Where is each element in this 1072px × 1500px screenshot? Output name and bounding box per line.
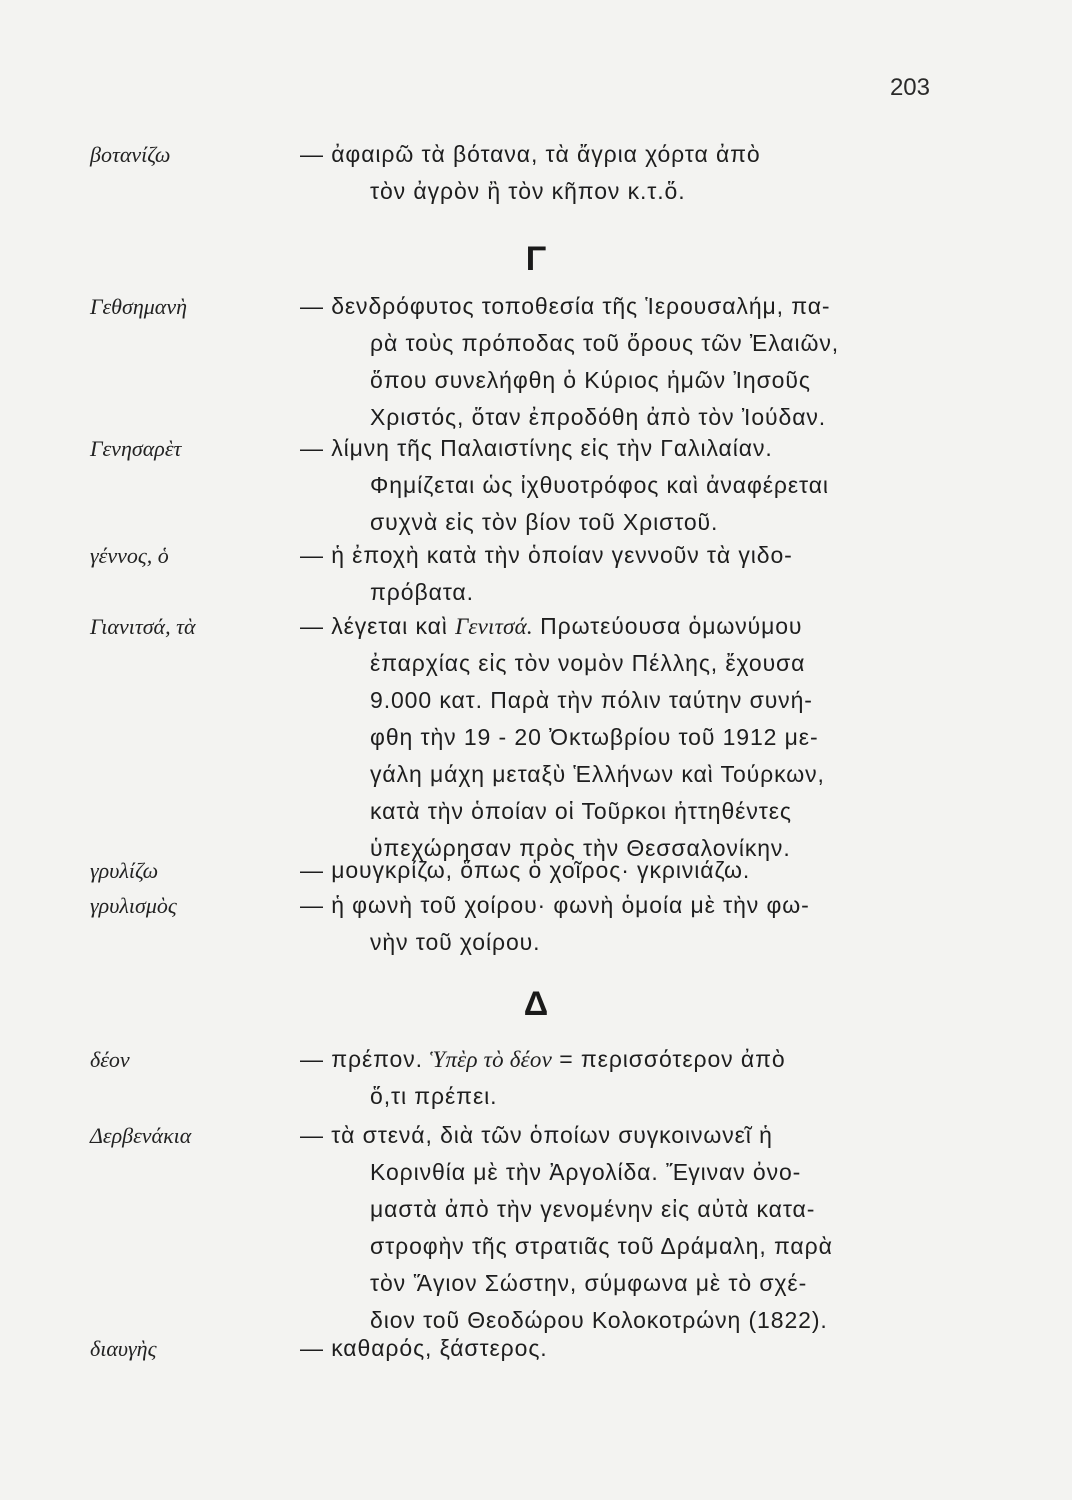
definition-line: στροφὴν τῆς στρατιᾶς τοῦ Δράμαλη, παρὰ bbox=[370, 1233, 833, 1259]
definition-line: ὅ,τι πρέπει. bbox=[370, 1083, 498, 1109]
italic-term: Ὑπὲρ τὸ δέον bbox=[430, 1047, 552, 1072]
headword: γρυλίζω bbox=[90, 858, 159, 883]
definition-line bbox=[300, 608, 945, 645]
headword: Δερβενάκια bbox=[90, 1123, 192, 1148]
headword: γέννος, ὁ bbox=[90, 543, 169, 568]
definition bbox=[300, 608, 945, 867]
definition-line: Χριστός, ὅταν ἐπροδόθη ἀπὸ τὸν Ἰούδαν. bbox=[370, 404, 827, 430]
definition-text: — πρέπον. bbox=[300, 1046, 431, 1072]
definition-line: — ἡ ἐποχὴ κατὰ τὴν ὁποίαν γεννοῦν τὰ γιδο- bbox=[300, 542, 793, 568]
definition-line: τὸν ἀγρὸν ἢ τὸν κῆπον κ.τ.ὅ. bbox=[370, 178, 686, 204]
definition bbox=[300, 852, 945, 889]
definition-line: ἐπαρχίας εἰς τὸν νομὸν Πέλλης, ἔχουσα bbox=[370, 650, 806, 676]
definition bbox=[300, 887, 945, 961]
section-letter-gamma: Γ bbox=[525, 240, 547, 278]
definition-line: — μουγκρίζω, ὅπως ὁ χοῖρος· γκρινιάζω. bbox=[300, 857, 751, 883]
definition-line: Κορινθία μὲ τὴν Ἀργολίδα. Ἔγιναν ὀνο- bbox=[370, 1159, 802, 1185]
headword: δέον bbox=[90, 1047, 130, 1072]
definition-line: διον τοῦ Θεοδώρου Κολοκοτρώνη (1822). bbox=[370, 1307, 828, 1333]
definition-line: πρόβατα. bbox=[370, 579, 474, 605]
definition bbox=[300, 1330, 945, 1367]
definition-line bbox=[300, 1041, 945, 1078]
definition-line: γάλη μάχη μεταξὺ Ἑλλήνων καὶ Τούρκων, bbox=[370, 761, 825, 787]
definition-line: νὴν τοῦ χοίρου. bbox=[370, 929, 541, 955]
definition-line: τὸν Ἅγιον Σώστην, σύμφωνα μὲ τὸ σχέ- bbox=[370, 1270, 808, 1296]
headword: διαυγὴς bbox=[90, 1336, 157, 1361]
definition-line: — λίμνη τῆς Παλαιστίνης εἰς τὴν Γαλιλαίαν. bbox=[300, 435, 773, 461]
headword: Γεθσημανὴ bbox=[90, 294, 188, 319]
definition-line: συχνὰ εἰς τὸν βίον τοῦ Χριστοῦ. bbox=[370, 509, 719, 535]
definition-line: ὅπου συνελήφθη ὁ Κύριος ἡμῶν Ἰησοῦς bbox=[370, 367, 811, 393]
headword: βοτανίζω bbox=[90, 142, 171, 167]
definition bbox=[300, 136, 945, 210]
definition-line: — δενδρόφυτος τοποθεσία τῆς Ἱερουσαλήμ, πα- bbox=[300, 293, 831, 319]
definition bbox=[300, 1041, 945, 1115]
definition-line: — καθαρός, ξάστερος. bbox=[300, 1335, 548, 1361]
definition bbox=[300, 430, 945, 541]
headword: Γιανιτσά, τὰ bbox=[90, 614, 196, 639]
page-number: 203 bbox=[889, 74, 930, 101]
definition-line: 9.000 κατ. Παρὰ τὴν πόλιν ταύτην συνή- bbox=[370, 687, 813, 713]
definition-line: φθη τὴν 19 - 20 Ὀκτωβρίου τοῦ 1912 με- bbox=[370, 724, 819, 750]
definition-line: Φημίζεται ὡς ἰχθυοτρόφος καὶ ἀναφέρεται bbox=[370, 472, 829, 498]
definition-text: Πρωτεύουσα ὁμωνύμου bbox=[532, 613, 803, 639]
definition bbox=[300, 1117, 945, 1339]
headword: Γενησαρὲτ bbox=[90, 436, 182, 461]
definition-line: — τὰ στενά, διὰ τῶν ὁποίων συγκοινωνεῖ ἡ bbox=[300, 1122, 773, 1148]
section-letter-delta: Δ bbox=[523, 985, 549, 1023]
definition bbox=[300, 537, 945, 611]
definition-text: — λέγεται καὶ bbox=[300, 613, 456, 639]
definition-line: — ἡ φωνὴ τοῦ χοίρου· φωνὴ ὁμοία μὲ τὴν φω- bbox=[300, 892, 810, 918]
definition-line: κατὰ τὴν ὁποίαν οἱ Τοῦρκοι ἡττηθέντες bbox=[370, 798, 792, 824]
italic-term: Γενιτσά. bbox=[455, 614, 533, 639]
definition bbox=[300, 288, 945, 436]
definition-line: μαστὰ ἀπὸ τὴν γενομένην εἰς αὐτὰ κατα- bbox=[370, 1196, 816, 1222]
definition-line: ὑπεχώρησαν πρὸς τὴν Θεσσαλονίκην. bbox=[370, 835, 791, 861]
definition-line: ρὰ τοὺς πρόποδας τοῦ ὄρους τῶν Ἐλαιῶν, bbox=[370, 330, 840, 356]
definition-text: = περισσότερον ἀπὸ bbox=[551, 1046, 786, 1072]
definition-line: — ἀφαιρῶ τὰ βότανα, τὰ ἄγρια χόρτα ἀπὸ bbox=[300, 141, 761, 167]
headword: γρυλισμὸς bbox=[90, 893, 177, 918]
